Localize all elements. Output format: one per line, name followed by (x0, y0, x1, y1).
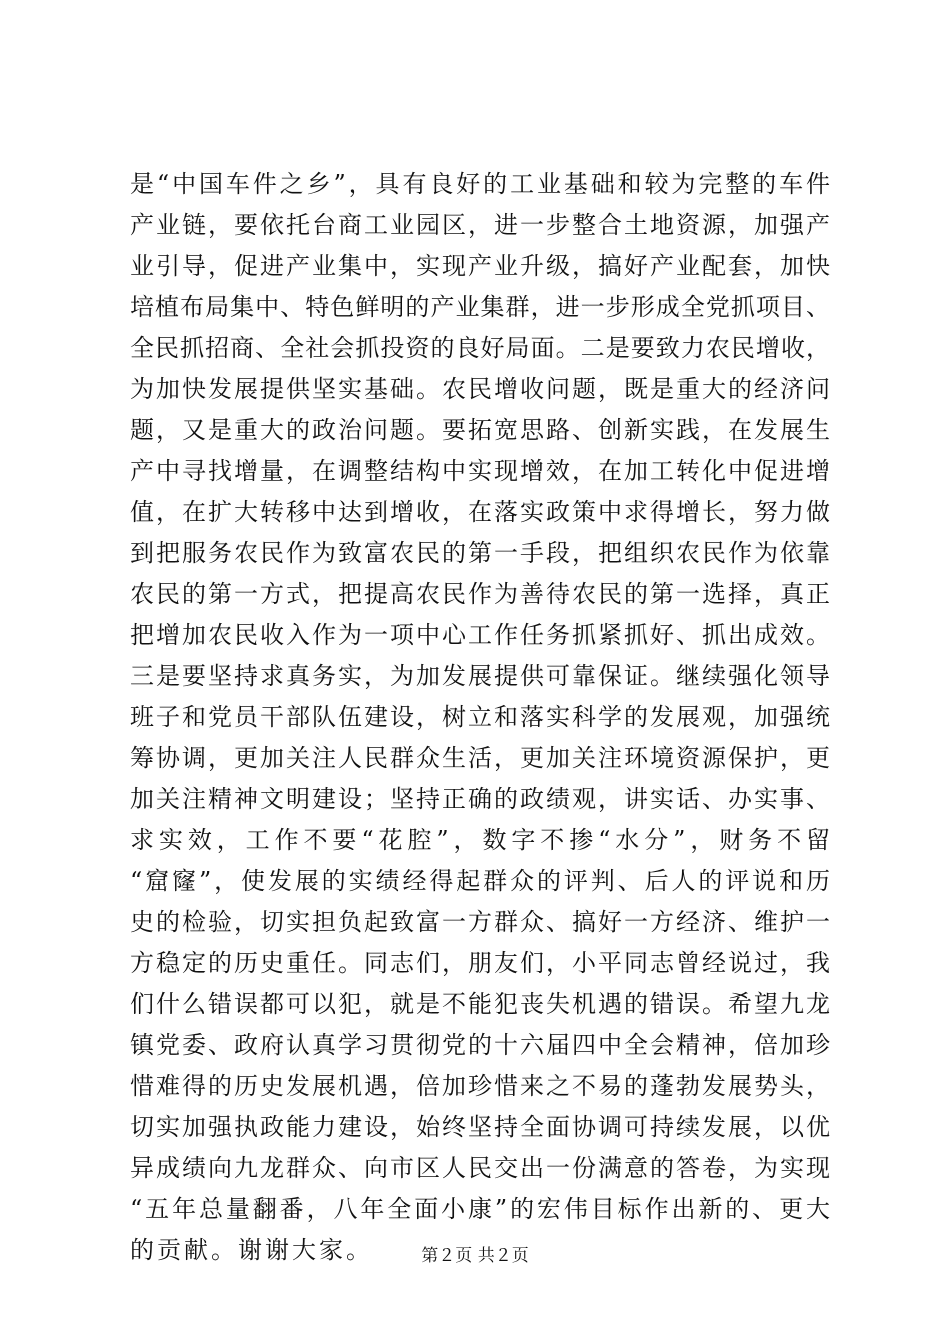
body-paragraph (130, 164, 830, 1271)
text-line: “五年总量翻番，八年全面小康”的宏伟目标作出新的、更大 (130, 1195, 830, 1223)
text-line: 异成绩向九龙群众、向市区人民交出一份满意的答卷，为实现 (130, 1154, 830, 1182)
text-line: 们什么错误都可以犯，就是不能犯丧失机遇的错误。希望九龙 (130, 990, 830, 1018)
text-line: 农民的第一方式，把提高农民作为善待农民的第一选择，真正 (130, 580, 830, 608)
text-line: 筹协调，更加关注人民群众生活，更加关注环境资源保护，更 (130, 744, 830, 772)
page-footer (0, 1244, 950, 1268)
text-line: 镇党委、政府认真学习贯彻党的十六届四中全会精神，倍加珍 (130, 1031, 830, 1059)
text-line: 把增加农民收入作为一项中心工作任务抓紧抓好、抓出成效。 (130, 621, 830, 649)
text-line: 求实效，工作不要“花腔”，数字不掺“水分”，财务不留 (130, 826, 830, 854)
text-line: 为加快发展提供坚实基础。农民增收问题，既是重大的经济问 (130, 375, 830, 403)
text-line: 值，在扩大转移中达到增收，在落实政策中求得增长，努力做 (130, 498, 830, 526)
text-line: 到把服务农民作为致富农民的第一手段，把组织农民作为依靠 (130, 539, 830, 567)
text-line: 方稳定的历史重任。同志们，朋友们，小平同志曾经说过，我 (130, 949, 830, 977)
text-line: 三是要坚持求真务实，为加发展提供可靠保证。继续强化领导 (130, 662, 830, 690)
text-line: 班子和党员干部队伍建设，树立和落实科学的发展观，加强统 (130, 703, 830, 731)
text-line: 切实加强执政能力建设，始终坚持全面协调可持续发展，以优 (130, 1113, 830, 1141)
text-line: 史的检验，切实担负起致富一方群众、搞好一方经济、维护一 (130, 908, 830, 936)
text-line: 是“中国车件之乡”，具有良好的工业基础和较为完整的车件 (130, 170, 830, 198)
text-line: “窟窿”，使发展的实绩经得起群众的评判、后人的评说和历 (130, 867, 830, 895)
text-line: 培植布局集中、特色鲜明的产业集群，进一步形成全党抓项目、 (130, 293, 830, 321)
text-line: 产业链，要依托台商工业园区，进一步整合土地资源，加强产 (130, 211, 830, 239)
text-line: 加关注精神文明建设；坚持正确的政绩观，讲实话、办实事、 (130, 785, 830, 813)
text-line: 产中寻找增量，在调整结构中实现增效，在加工转化中促进增 (130, 457, 830, 485)
text-line: 业引导，促进产业集中，实现产业升级，搞好产业配套，加快 (130, 252, 830, 280)
text-line: 惜难得的历史发展机遇，倍加珍惜来之不易的蓬勃发展势头， (130, 1072, 830, 1100)
text-line: 题，又是重大的政治问题。要拓宽思路、创新实践，在发展生 (130, 416, 830, 444)
text-line: 全民抓招商、全社会抓投资的良好局面。二是要致力农民增收， (130, 334, 830, 362)
text-line: 的贡献。谢谢大家。 (130, 1236, 373, 1264)
page-number: 第２页 共２页 (421, 1246, 529, 1266)
